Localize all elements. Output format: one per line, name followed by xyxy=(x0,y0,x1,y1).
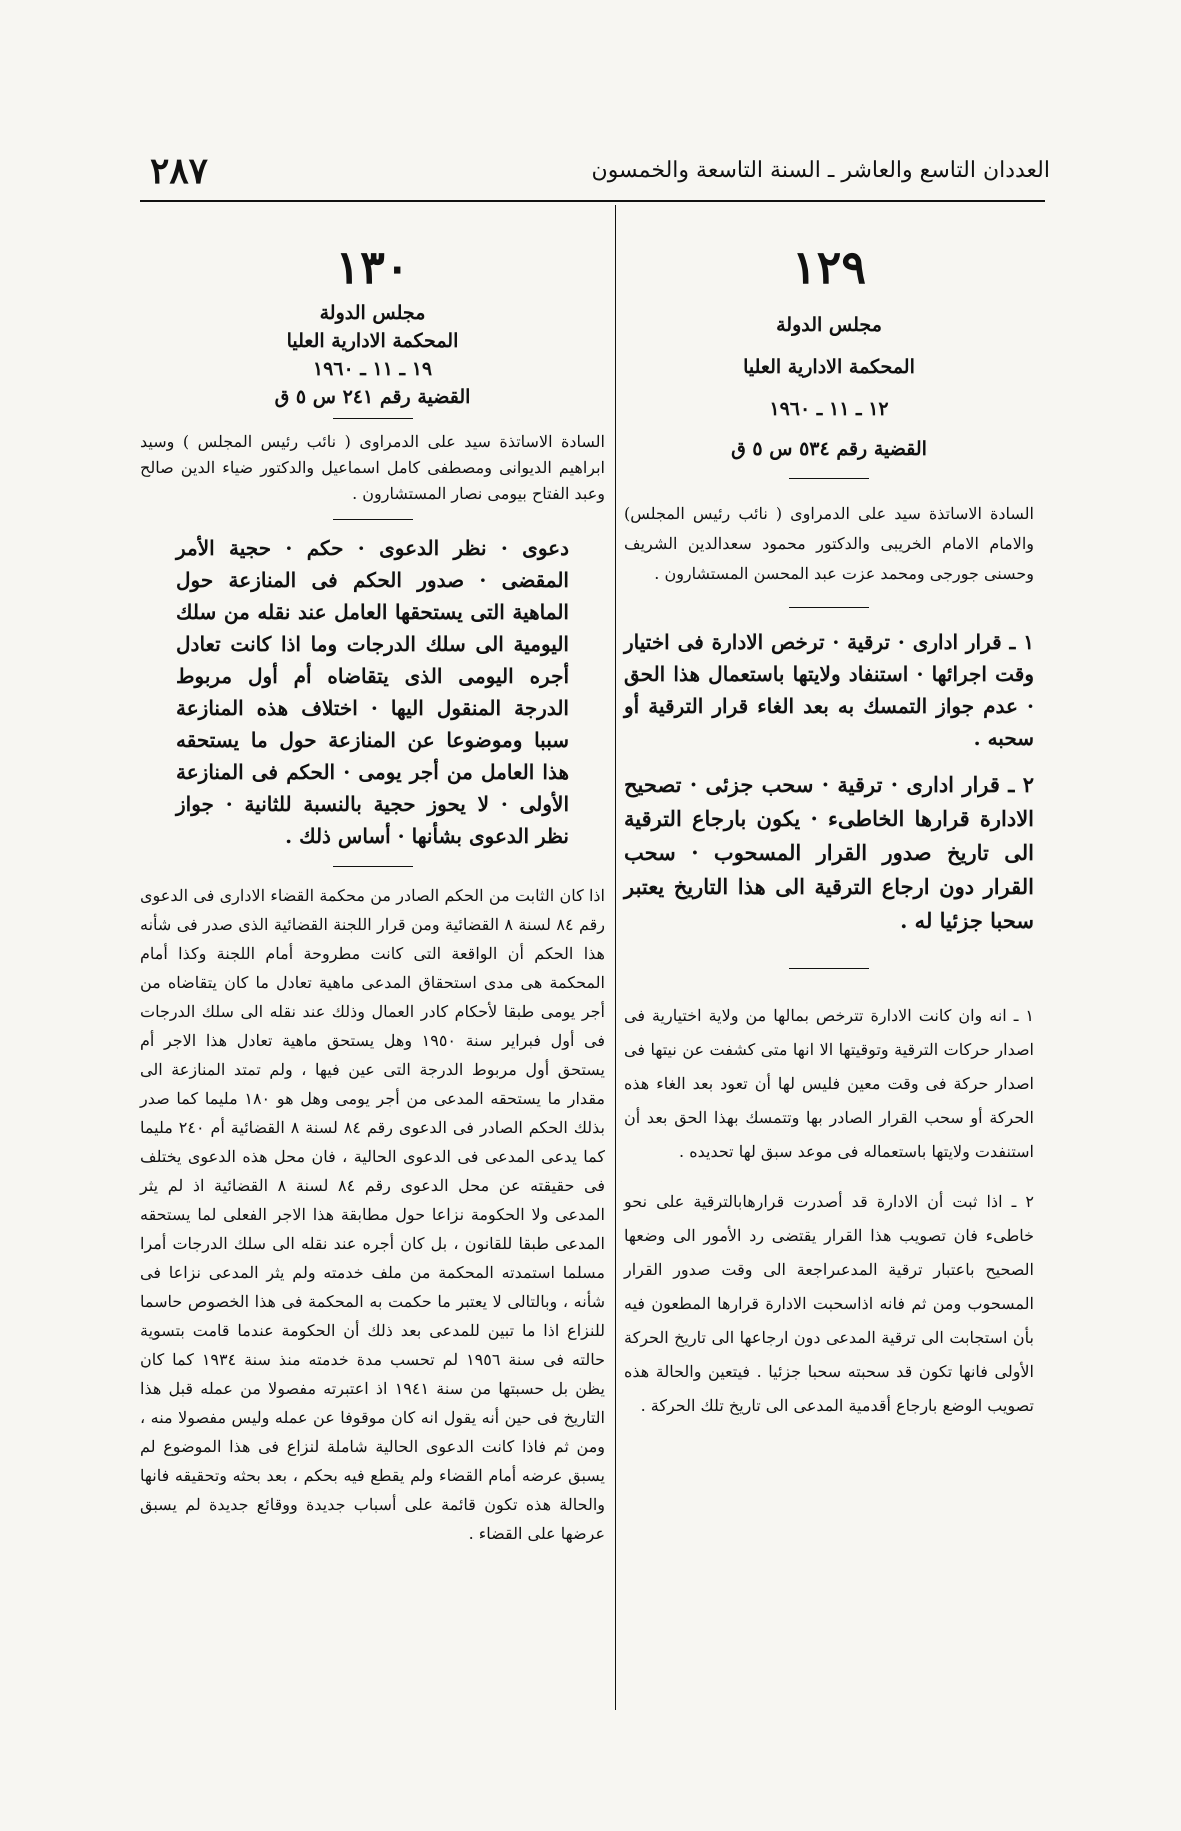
section-divider xyxy=(789,478,869,479)
case-129-column xyxy=(624,240,1034,1423)
section-divider xyxy=(333,418,413,419)
court-name: المحكمة الادارية العليا xyxy=(286,330,459,352)
case-number: ١٢٩ xyxy=(791,240,867,294)
ruling-paragraph: ٢ ـ اذا ثبت أن الادارة قد أصدرت قرارهابالترقية على نحو خاطىء فان تصويب هذا القرار يقتضى رد الأمور الى وضعها الصحيح باعتبار ترقية المدعىراجعة الى وقت صدور القرار المسحوب ومن ثم فانه اذاسحبت الادارة قرارها المطعون فيه بأن استجابت الى ترقية المدعى دون ارجاعها الى تاريخ الحركة الأولى فانها تكون قد سحبته سحبا جزئيا . فيتعين والحالة هذه تصويب الوضع بارجاع أقدمية المدعى الى تاريخ تلك الحركة . xyxy=(624,1192,1034,1415)
case-130-column xyxy=(140,240,605,1548)
column-divider xyxy=(615,205,616,1710)
ruling-paragraph: اذا كان الثابت من الحكم الصادر من محكمة القضاء الادارى فى الدعوى رقم ٨٤ لسنة ٨ القضائية ومن قرار اللجنة القضائية الذى صدر فى شأنه هذا الحكم أن الواقعة التى كانت مطروحة أمام اللجنة وكذا أمام المحكمة هى مدى استحقاق المدعى ماهية تعادل ما كان يتقاضاه من أجر يومى طبقا لأحكام كادر العمال وذلك عند نقله الى سلك الدرجات فى أول فبراير سنة ١٩٥٠ وهل يستحق ماهية تعادل هذا الاجر أم يستحق أول مربوط الدرجة التى عين فيها ، ولم تمتد المنازعة الى مقدار ما يستحقه المدعى من أجر يومى وهل هو ١٨٠ مليما كما صدر بذلك الحكم الصادر فى الدعوى رقم ٨٤ لسنة ٨ القضائية أم ٢٤٠ مليما كما يدعى المدعى فى الدعوى الحالية ، فان محل هذه الدعوى يختلف فى حقيقته عن محل الدعوى رقم ٨٤ لسنة ٨ القضائية اذ لم يثر المدعى ولا الحكومة نزاعا حول مطابقة هذا الاجر الفعلى لما يستحقه المدعى طبقا للقانون ، بل كان أجره عند نقله الى سلك الدرجات أمرا مسلما استمدته المحكمة من ملف خدمته ولم يثر المدعى نزاعا فى شأنه ، وبالتالى لا يعتبر ما حكمت به المحكمة فى هذا الخصوص حاسما للنزاع اذا ما تبين للمدعى بعد ذلك أن الحكومة عندما قامت بتسوية حالته فى سنة ١٩٥٦ لم تحسب مدة خدمته منذ سنة ١٩٣٤ كما كان يظن بل حسبتها من سنة ١٩٤١ اذ اعتبرته مفصولا من عمله قبل هذا التاريخ فى حين أنه يقول انه كان موقوفا عن عمله وليس مفصولا منه ، ومن ثم فاذا كانت الدعوى الحالية شاملة لنزاع فى هذا الموضوع لم يسبق عرضه أمام القضاء ولم يقطع فيه بحكم ، بعد بحثه وتحقيقه فانها والحالة هذه تكون قائمة على أسباب جديدة ووقائع جديدة لم يسبق عرضها على القضاء . xyxy=(140,886,606,1543)
judges-panel: السادة الاساتذة سيد على الدمراوى ( نائب رئيس المجلس ) وسيد ابراهيم الديوانى ومصطفى كامل اسماعيل والدكتور ضياء الدين صالح وعبد الفتاح بيومى نصار المستشارون . xyxy=(140,432,605,503)
running-title: العددان التاسع والعاشر ـ السنة التاسعة والخمسون xyxy=(591,158,1050,183)
case-reference: القضية رقم ٥٣٤ س ٥ ق xyxy=(731,438,927,460)
judges-panel: السادة الاساتذة سيد على الدمراوى ( نائب رئيس المجلس) والامام الامام الخريبى والدكتور محمود سعدالدين الشريف وحسنى جورجى ومحمد عزت عبد المحسن المستشارون . xyxy=(624,504,1034,583)
issuing-body: مجلس الدولة xyxy=(319,302,426,324)
keywords-block: ١ ـ قرار ادارى · ترقية · ترخص الادارة فى اختيار وقت اجرائها · استنفاد ولايتها باستعمال هذا الحق · عدم جواز التمسك به بعد الغاء قرار الترقية أو سحبه . xyxy=(624,630,1034,750)
section-divider xyxy=(333,519,413,520)
ruling-date: ١٢ ـ ١١ ـ ١٩٦٠ xyxy=(769,398,889,420)
section-divider xyxy=(789,607,869,608)
keywords-block: ٢ ـ قرار ادارى · ترقية · سحب جزئى · تصحيح الادارة قرارها الخاطىء · يكون بارجاع الترقية الى تاريخ صدور القرار المسحوب · سحب القرار دون ارجاع الترقية الى هذا التاريخ يعتبر سحبا جزئيا له . xyxy=(624,772,1034,933)
page-number: ٢٨٧ xyxy=(150,150,209,192)
case-number: ١٣٠ xyxy=(335,240,410,294)
page-header xyxy=(150,150,1050,200)
header-rule xyxy=(140,200,1045,202)
issuing-body: مجلس الدولة xyxy=(776,314,882,336)
section-divider xyxy=(789,968,869,969)
keywords-block: دعوى · نظر الدعوى · حكم · حجية الأمر المقضى · صدور الحكم فى المنازعة حول الماهية التى يستحقها العامل عند نقله من سلك اليومية الى سلك الدرجات وما اذا كانت تعادل أجره اليومى الذى يتقاضاه أم أول مربوط الدرجة المنقول اليها · اختلاف هذه المنازعة سببا وموضوعا عن المنازعة حول ما يستحقه هذا العامل من أجر يومى · الحكم فى المنازعة الأولى · لا يحوز حجية بالنسبة للثانية · جواز نظر الدعوى بشأنها · أساس ذلك . xyxy=(176,536,569,848)
section-divider xyxy=(333,866,413,867)
case-reference: القضية رقم ٢٤١ س ٥ ق xyxy=(274,386,471,408)
ruling-paragraph: ١ ـ انه وان كانت الادارة تترخص بمالها من ولاية اختيارية فى اصدار حركات الترقية وتوقيتها الا انها متى كشفت عن نيتها فى اصدار حركة فى وقت معين فليس لها أن تعود بعد الغاء هذه الحركة أو سحب القرار الصادر بها وتتمسك بهذا الحق بعد أن استنفدت ولايتها باستعماله فى موعد سبق لها تحديده . xyxy=(624,1006,1034,1161)
ruling-date: ١٩ ـ ١١ ـ ١٩٦٠ xyxy=(312,358,433,380)
court-name: المحكمة الادارية العليا xyxy=(743,356,915,378)
